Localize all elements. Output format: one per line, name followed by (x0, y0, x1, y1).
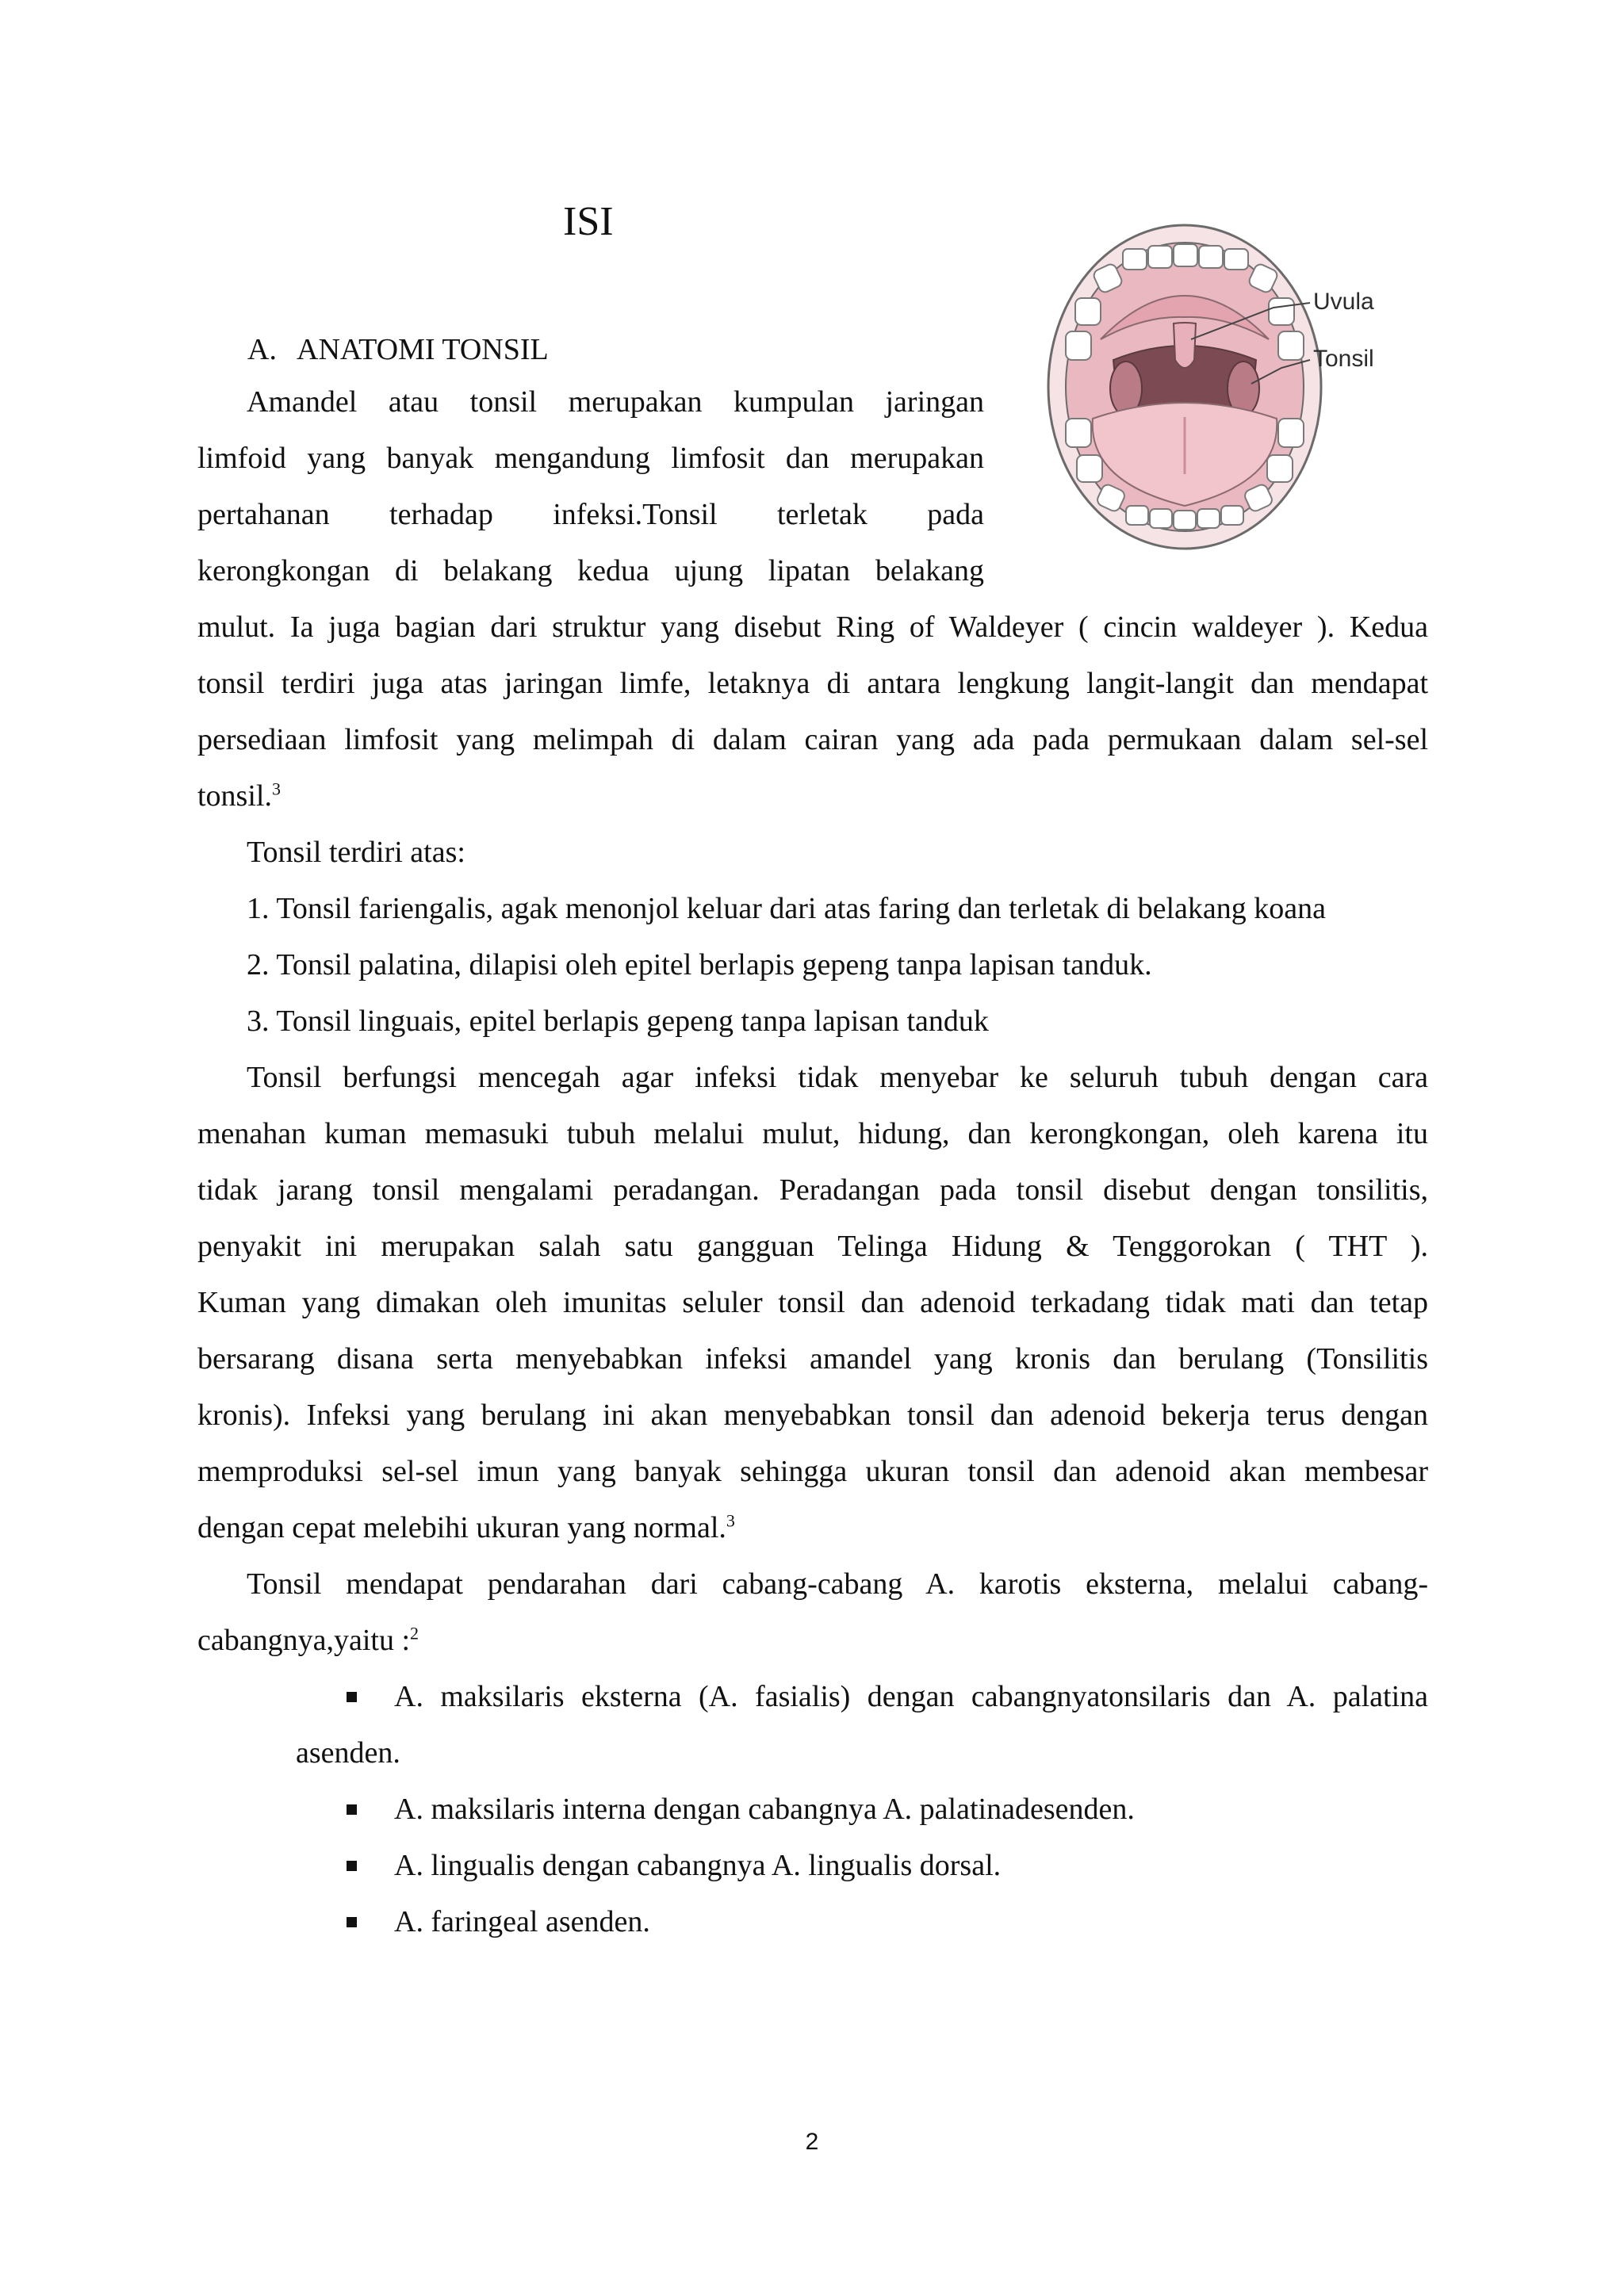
tonsil-types-lead: Tonsil terdiri atas: (247, 836, 465, 869)
tonsil-label: Tonsil (1313, 346, 1374, 372)
intro-line: limfoid yang banyak mengandung limfosit dan merupakan (197, 442, 984, 475)
document-body (197, 599, 1428, 1950)
square-bullet-icon (347, 1861, 357, 1871)
artery-list-item (197, 1669, 1428, 1781)
function-line: kronis). Infeksi yang berulang ini akan menyebabkan tonsil dan adenoid bekerja terus dengan (197, 1399, 1428, 1432)
artery-text: A. lingualis dengan cabangnya A. lingualis dorsal. (394, 1849, 1002, 1882)
function-line: menahan kuman memasuki tubuh melalui mulut, hidung, dan kerongkongan, oleh karena itu (197, 1117, 1428, 1150)
function-line: tidak jarang tonsil mengalami peradangan. Peradangan pada tonsil disebut dengan tonsilitis, (197, 1173, 1428, 1207)
artery-list-item (197, 1894, 1428, 1950)
page-title: ISI (563, 199, 614, 244)
blood-supply-text: cabangnya,yaitu : (197, 1624, 411, 1657)
tonsil-type-item: 3. Tonsil linguais, epitel berlapis gepeng tanpa lapisan tanduk (247, 1004, 989, 1038)
intro-line: persediaan limfosit yang melimpah di dalam cairan yang ada pada permukaan dalam sel-sel (197, 723, 1428, 756)
section-title: ANATOMI TONSIL (297, 333, 549, 366)
intro-wrapped-lines (197, 374, 984, 599)
citation-ref: 3 (271, 779, 281, 799)
function-line: Kuman yang dimakan oleh imunitas seluler tonsil dan adenoid terkadang tidak mati dan tetap (197, 1286, 1428, 1319)
intro-paragraph-continuation (197, 599, 1428, 825)
artery-text: A. maksilaris interna dengan cabangnya A. palatinadesenden. (394, 1793, 1135, 1826)
uvula-label: Uvula (1313, 289, 1374, 315)
blood-supply-paragraph (197, 1556, 1428, 1669)
function-line: penyakit ini merupakan salah satu gangguan Telinga Hidung & Tenggorokan ( THT ). (197, 1230, 1428, 1263)
intro-line: pertahanan terhadap infeksi.Tonsil terletak pada (197, 498, 984, 531)
artery-list-item (197, 1781, 1428, 1838)
square-bullet-icon (347, 1917, 357, 1927)
function-line: Tonsil berfungsi mencegah agar infeksi tidak menyebar ke seluruh tubuh dengan cara (247, 1061, 1428, 1094)
function-paragraph (197, 1050, 1428, 1556)
tonsil-type-item: 2. Tonsil palatina, dilapisi oleh epitel berlapis gepeng tanpa lapisan tanduk. (247, 948, 1152, 982)
blood-supply-line (197, 1613, 1428, 1669)
tonsil-types-list (197, 825, 1428, 1050)
citation-ref: 2 (410, 1623, 419, 1644)
intro-line: tonsil terdiri juga atas jaringan limfe, letaknya di antara lengkung langit-langit dan mendapat (197, 667, 1428, 700)
blood-supply-line: Tonsil mendapat pendarahan dari cabang-cabang A. karotis eksterna, melalui cabang- (247, 1567, 1428, 1601)
intro-last-line (197, 768, 1428, 825)
page-number: 2 (805, 2129, 819, 2155)
intro-line: mulut. Ia juga bagian dari struktur yang disebut Ring of Waldeyer ( cincin waldeyer ). Kedua (197, 610, 1428, 644)
citation-ref: 3 (726, 1510, 735, 1531)
intro-line: Amandel atau tonsil merupakan kumpulan jaringan (247, 385, 984, 419)
function-last-line (197, 1500, 1428, 1556)
artery-text-continuation: asenden. (296, 1736, 400, 1770)
artery-text: A. maksilaris eksterna (A. fasialis) dengan cabangnyatonsilaris dan A. palatina (394, 1680, 1428, 1713)
square-bullet-icon (347, 1692, 357, 1702)
intro-line: kerongkongan di belakang kedua ujung lipatan belakang (197, 554, 984, 587)
artery-list (197, 1669, 1428, 1950)
mouth-anatomy-figure (1044, 220, 1408, 553)
artery-text: A. faringeal asenden. (394, 1905, 650, 1938)
open-mouth-illustration (1044, 220, 1408, 553)
section-heading (247, 322, 549, 378)
function-line: bersarang disana serta menyebabkan infeksi amandel yang kronis dan berulang (Tonsilitis (197, 1342, 1428, 1376)
intro-last-text: tonsil. (197, 779, 272, 813)
function-last-text: dengan cepat melebihi ukuran yang normal. (197, 1511, 726, 1544)
section-number: A. (247, 333, 277, 366)
function-line: memproduksi sel-sel imun yang banyak sehingga ukuran tonsil dan adenoid akan membesar (197, 1455, 1428, 1488)
tonsil-type-item: 1. Tonsil fariengalis, agak menonjol keluar dari atas faring dan terletak di belakang koana (247, 892, 1326, 925)
artery-list-item (197, 1838, 1428, 1894)
square-bullet-icon (347, 1804, 357, 1815)
